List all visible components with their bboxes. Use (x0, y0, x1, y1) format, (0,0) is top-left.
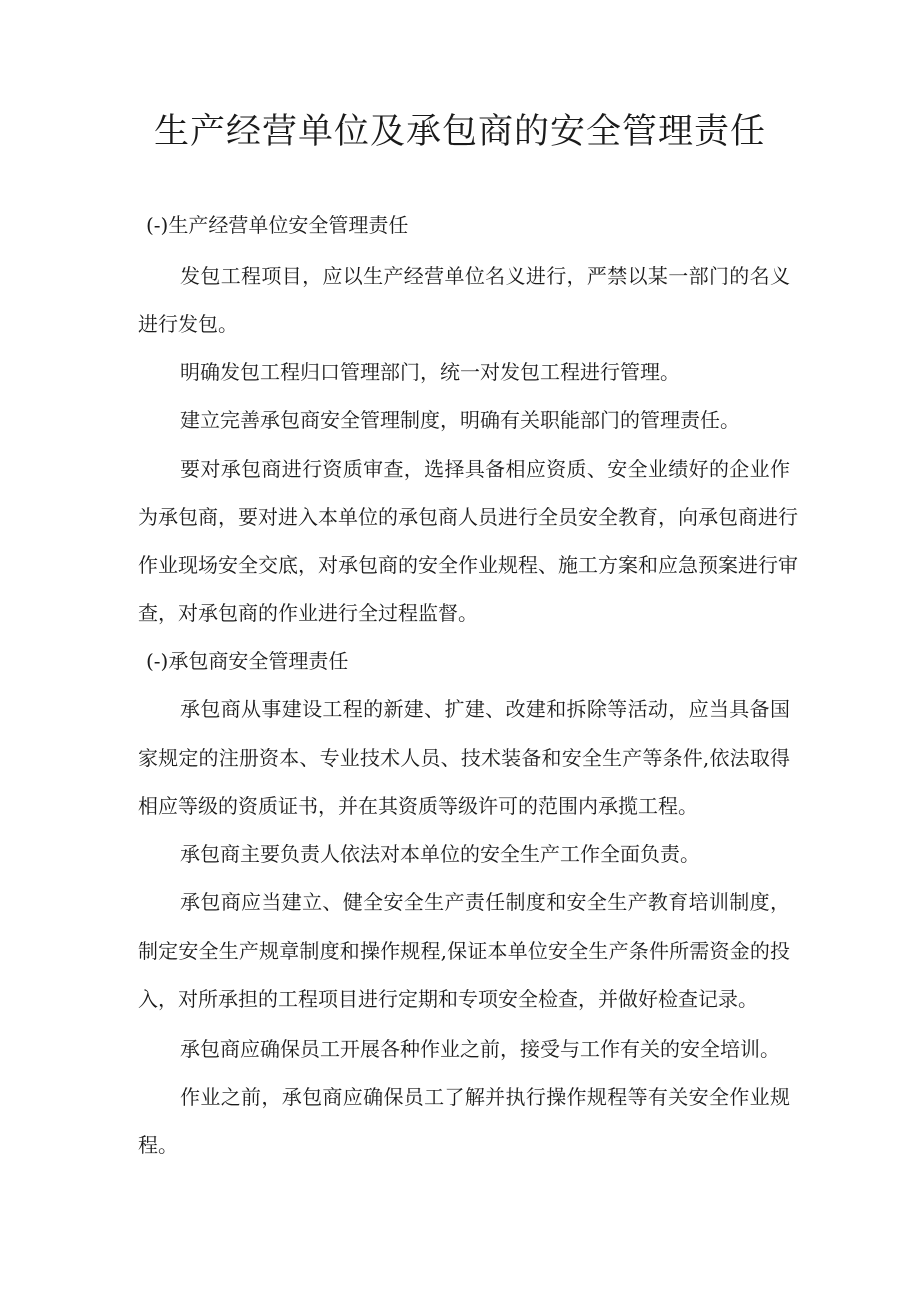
section-heading-contractor: (-)承包商安全管理责任 (146, 649, 349, 673)
paragraph-line: 要对承包商进行资质审查，选择具备相应资质、安全业绩好的企业作 (180, 457, 790, 481)
paragraph-line: 明确发包工程归口管理部门，统一对发包工程进行管理。 (180, 360, 680, 384)
paragraph-line: 承包商从事建设工程的新建、扩建、改建和拆除等活动，应当具备国 (180, 697, 790, 721)
document-title: 生产经营单位及承包商的安全管理责任 (153, 112, 766, 152)
paragraph-line: 入，对所承担的工程项目进行定期和专项安全检查，并做好检查记录。 (138, 987, 758, 1011)
paragraph-line: 作业之前，承包商应确保员工了解并执行操作规程等有关安全作业规 (180, 1085, 790, 1109)
paragraph-line: 查，对承包商的作业进行全过程监督。 (138, 601, 478, 625)
paragraph-line: 承包商应当建立、健全安全生产责任制度和安全生产教育培训制度， (180, 890, 790, 914)
paragraph-line: 制定安全生产规章制度和操作规程,保证本单位安全生产条件所需资金的投 (138, 939, 790, 963)
paragraph-line: 程。 (138, 1133, 178, 1157)
paragraph-line: 承包商应确保员工开展各种作业之前，接受与工作有关的安全培训。 (180, 1037, 780, 1061)
paragraph-line: 为承包商，要对进入本单位的承包商人员进行全员安全教育，向承包商进行 (138, 505, 798, 529)
paragraph-line: 进行发包。 (138, 312, 238, 336)
paragraph-line: 发包工程项目，应以生产经营单位名义进行，严禁以某一部门的名义 (180, 264, 790, 288)
paragraph-line: 作业现场安全交底，对承包商的安全作业规程、施工方案和应急预案进行审 (138, 553, 798, 577)
paragraph-line: 家规定的注册资本、专业技术人员、技术装备和安全生产等条件,依法取得 (138, 746, 790, 770)
paragraph-line: 承包商主要负责人依法对本单位的安全生产工作全面负责。 (180, 842, 700, 866)
section-heading-producer: (-)生产经营单位安全管理责任 (146, 213, 409, 237)
paragraph-line: 相应等级的资质证书，并在其资质等级许可的范围内承揽工程。 (138, 794, 698, 818)
paragraph-line: 建立完善承包商安全管理制度，明确有关职能部门的管理责任。 (180, 408, 740, 432)
